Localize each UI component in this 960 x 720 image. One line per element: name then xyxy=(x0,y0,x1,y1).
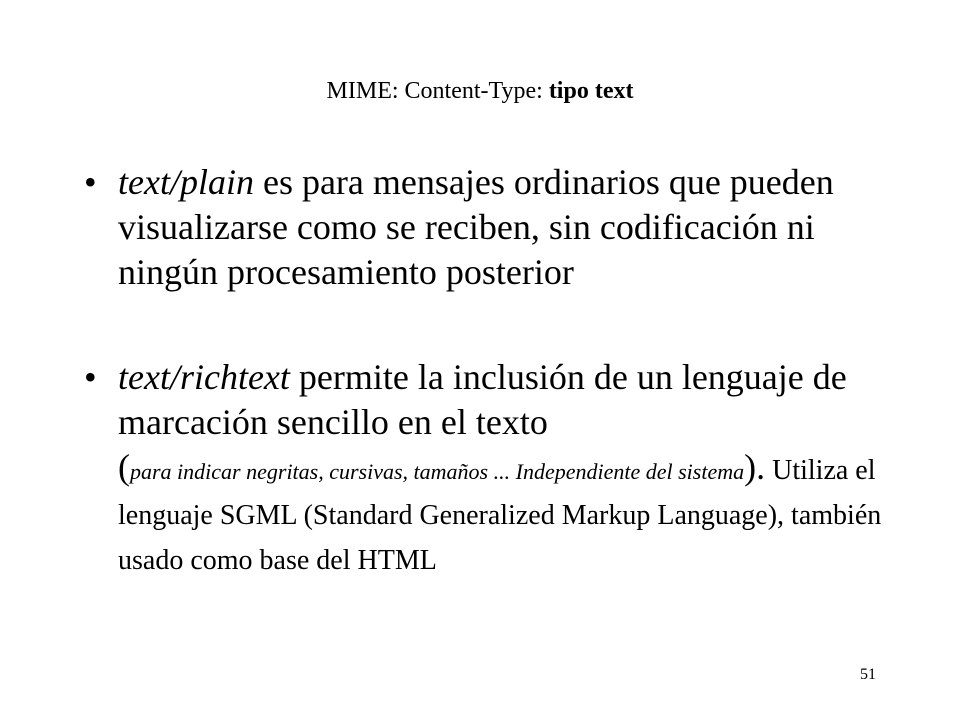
paren-note: para indicar negritas, cursivas, tamaños ... Independiente del sistema xyxy=(130,459,745,484)
title-bold: tipo text xyxy=(548,78,634,104)
slide-title xyxy=(0,76,960,106)
title-prefix: MIME: Content-Type: xyxy=(326,78,549,104)
bullet-term: text/plain xyxy=(118,162,254,202)
paren-open: ( xyxy=(118,447,130,487)
bullet-detail xyxy=(118,447,882,576)
bullet-text: permite la inclusión de un lenguaje de marcación sencillo en el texto xyxy=(118,357,847,442)
bullet-body xyxy=(118,160,884,295)
bullet-text: es para mensajes ordinarios que pueden visualizarse como se reciben, sin codificación ni ningún procesamiento posterior xyxy=(118,162,834,292)
paren-close: ). xyxy=(744,447,766,487)
bullet-text-plain xyxy=(84,160,884,295)
page-number: 51 xyxy=(860,666,876,683)
bullet-term: text/richtext xyxy=(118,357,290,397)
bullet-body xyxy=(118,355,884,580)
bullet-text-richtext xyxy=(84,355,884,580)
bullet-tail: Utiliza el lenguaje SGML (Standard Generalized Markup Language), también usado como base del HTML xyxy=(118,455,882,576)
bullet-marker: • xyxy=(84,357,97,397)
bullet-marker: • xyxy=(84,162,97,202)
